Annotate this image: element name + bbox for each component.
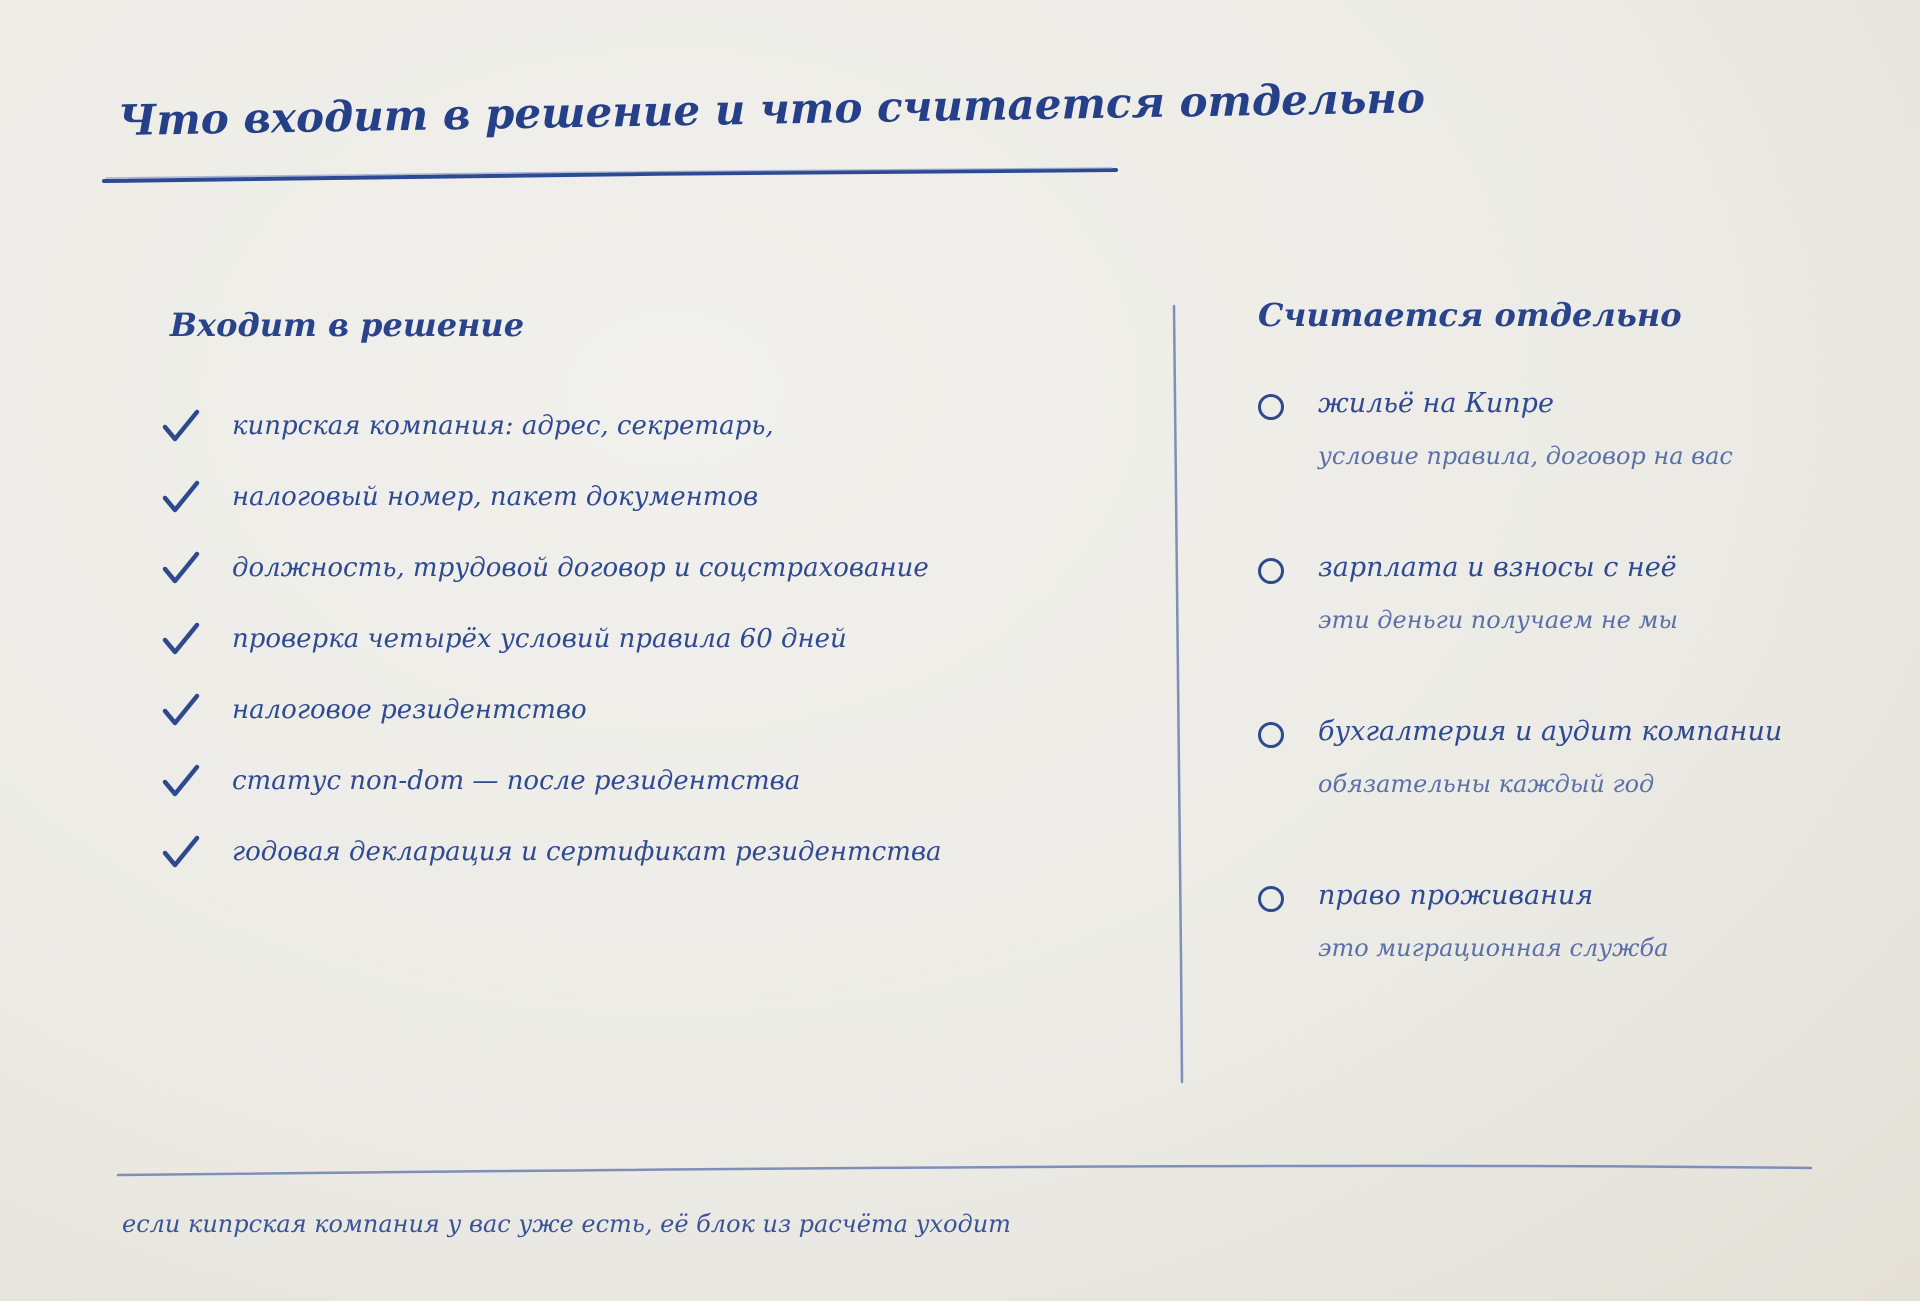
check-icon: [160, 831, 202, 873]
included-item: [160, 816, 942, 887]
included-item-text: статус non-dom — после резидентства: [232, 765, 801, 796]
circle-icon: [1258, 558, 1284, 584]
included-item: [160, 603, 942, 674]
included-item-text: налоговый номер, пакет документов: [232, 481, 759, 512]
separate-item-note: это миграционная служба: [1318, 934, 1669, 962]
circle-icon: [1258, 394, 1284, 420]
included-item: [160, 390, 942, 461]
check-icon: [160, 405, 202, 447]
included-heading: Входит в решение: [170, 306, 525, 344]
circle-icon: [1258, 886, 1284, 912]
included-item: [160, 461, 942, 532]
separate-item-note: условие правила, договор на вас: [1318, 442, 1733, 470]
check-icon: [160, 689, 202, 731]
footer-divider: [118, 1166, 1811, 1175]
footer-note: если кипрская компания у вас уже есть, её блок из расчёта уходит: [122, 1210, 1011, 1238]
separate-item-note: эти деньги получаем не мы: [1318, 606, 1678, 634]
included-item-text: годовая декларация и сертификат резидентства: [232, 836, 942, 867]
column-divider: [1174, 306, 1182, 1082]
page-title: Что входит в решение и что считается отдельно: [117, 73, 1426, 145]
check-icon: [160, 618, 202, 660]
check-icon: [160, 476, 202, 518]
check-icon: [160, 547, 202, 589]
separate-item-note: обязательны каждый год: [1318, 770, 1655, 798]
separate-heading: Считается отдельно: [1258, 296, 1682, 334]
included-item-text: кипрская компания: адрес, секретарь,: [232, 410, 774, 441]
circle-icon: [1258, 722, 1284, 748]
included-item-text: должность, трудовой договор и соцстрахование: [232, 552, 929, 583]
separate-item-label: жильё на Кипре: [1318, 388, 1554, 419]
separate-item-label: право проживания: [1318, 880, 1594, 911]
included-item: [160, 745, 942, 816]
included-item-text: налоговое резидентство: [232, 694, 587, 725]
included-list: [160, 390, 942, 887]
separate-item-label: зарплата и взносы с неё: [1318, 552, 1677, 583]
included-item: [160, 674, 942, 745]
check-icon: [160, 760, 202, 802]
separate-item-label: бухгалтерия и аудит компании: [1318, 716, 1783, 747]
included-item-text: проверка четырёх условий правила 60 дней: [232, 623, 847, 654]
included-item: [160, 532, 942, 603]
